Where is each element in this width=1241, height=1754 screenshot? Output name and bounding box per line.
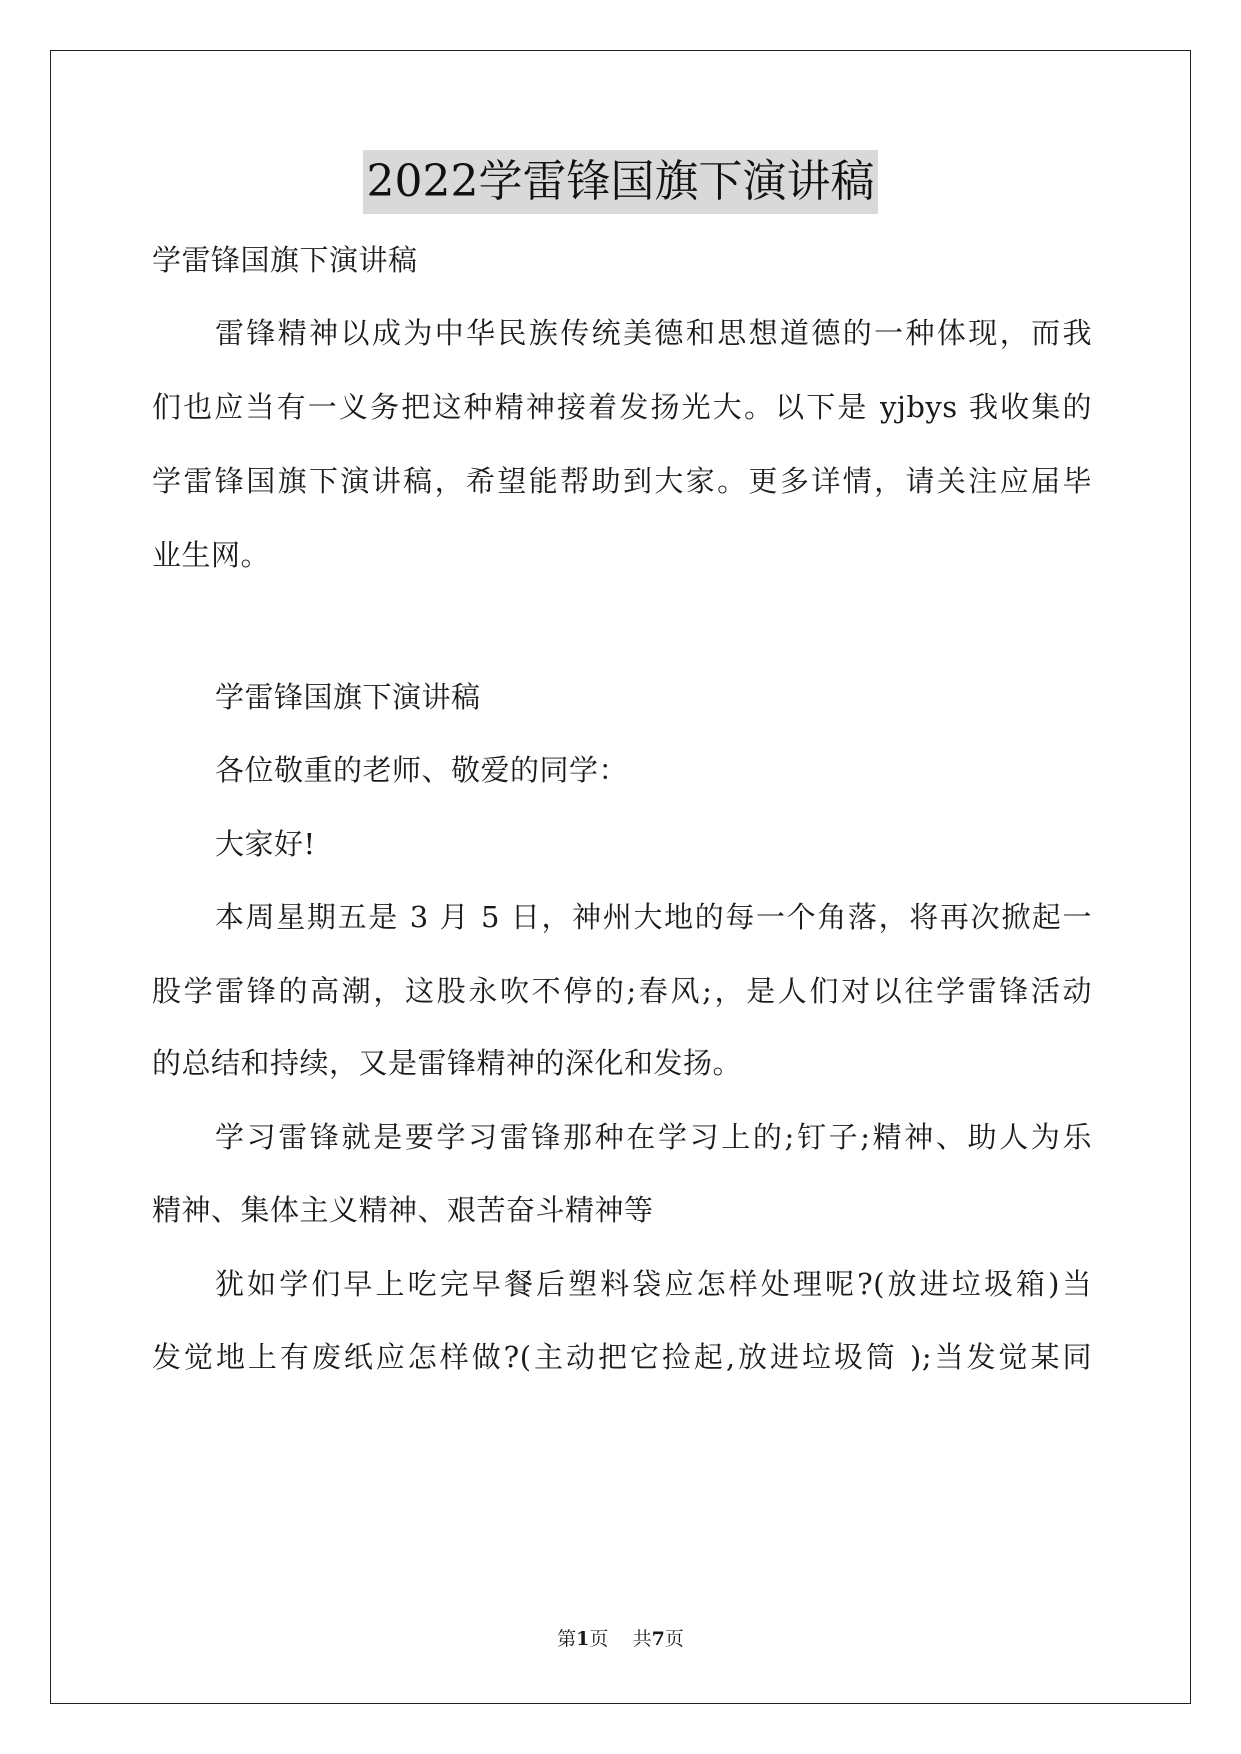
- page-border: [50, 50, 1191, 1704]
- body-line: 犹如学们早上吃完早餐后塑料袋应怎样处理呢?(放进垃圾箱)当: [215, 1267, 1092, 1301]
- footer-page-suffix: 页: [589, 1628, 609, 1650]
- body-line-subtitle: 学雷锋国旗下演讲稿: [152, 243, 418, 277]
- body-line: 学习雷锋就是要学习雷锋那种在学习上的;钉子;精神、助人为乐: [215, 1120, 1092, 1154]
- footer-page-number: 1: [576, 1628, 590, 1650]
- body-line: 学雷锋国旗下演讲稿，希望能帮助到大家。更多详情，请关注应届毕: [152, 464, 1092, 498]
- footer-page-prefix: 第: [557, 1628, 577, 1650]
- body-line: 发觉地上有废纸应怎样做?(主动把它捡起,放进垃圾筒 );当发觉某同: [152, 1340, 1092, 1374]
- body-line-salutation: 各位敬重的老师、敬爱的同学：: [215, 753, 629, 787]
- body-line: 们也应当有一义务把这种精神接着发扬光大。以下是 yjbys 我收集的: [152, 390, 1092, 424]
- body-line: 雷锋精神以成为中华民族传统美德和思想道德的一种体现，而我: [215, 316, 1092, 350]
- body-line: 业生网。: [152, 538, 271, 572]
- body-line: 精神、集体主义精神、艰苦奋斗精神等: [152, 1193, 654, 1227]
- title-container: [0, 150, 1241, 214]
- body-line: 股学雷锋的高潮，这股永吹不停的;春风;，是人们对以往学雷锋活动: [152, 974, 1092, 1008]
- document-title: 2022学雷锋国旗下演讲稿: [363, 150, 879, 214]
- footer-total-suffix: 页: [664, 1628, 684, 1650]
- body-line-greeting: 大家好!: [215, 827, 316, 861]
- body-line: 的总结和持续，又是雷锋精神的深化和发扬。: [152, 1046, 743, 1080]
- body-line-heading: 学雷锋国旗下演讲稿: [215, 680, 481, 714]
- footer-total-number: 7: [651, 1628, 665, 1650]
- page-footer: [0, 1626, 1241, 1652]
- body-line: 本周星期五是 3 月 5 日，神州大地的每一个角落，将再次掀起一: [215, 900, 1092, 934]
- footer-total-prefix: 共: [632, 1628, 652, 1650]
